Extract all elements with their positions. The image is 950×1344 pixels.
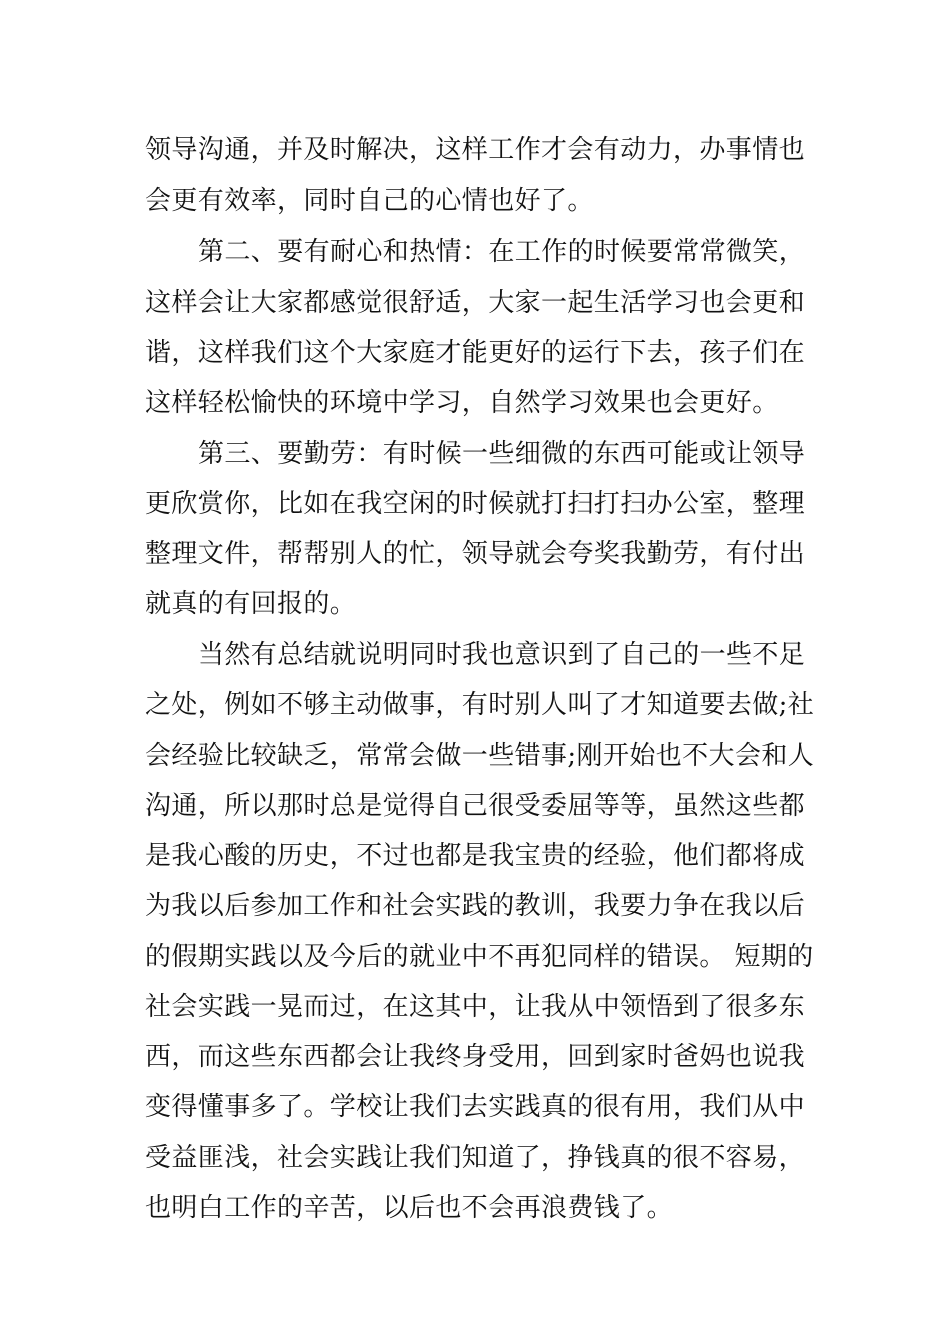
text-line: 谐，这样我们这个大家庭才能更好的运行下去，孩子们在	[145, 338, 806, 368]
text-line: 是我心酸的历史，不过也都是我宝贵的经验，他们都将成	[145, 841, 806, 871]
text-line: 就真的有回报的。	[145, 589, 357, 619]
paragraph-first-line: 第二、要有耐心和热情：在工作的时候要常常微笑，	[198, 237, 806, 267]
text-line: 更欣赏你，比如在我空闲的时候就打扫打扫办公室，整理	[145, 489, 806, 519]
text-line: 会更有效率，同时自己的心情也好了。	[145, 186, 594, 216]
text-line: 西，而这些东西都会让我终身受用，回到家时爸妈也说我	[145, 1042, 806, 1072]
text-line: 变得懂事多了。学校让我们去实践真的很有用，我们从中	[145, 1092, 806, 1122]
text-line: 整理文件，帮帮别人的忙，领导就会夸奖我勤劳，有付出	[145, 539, 806, 569]
text-line: 这样轻松愉快的环境中学习，自然学习效果也会更好。	[145, 388, 779, 418]
text-line: 受益匪浅，社会实践让我们知道了，挣钱真的很不容易，	[145, 1143, 806, 1173]
text-line: 这样会让大家都感觉很舒适，大家一起生活学习也会更和	[145, 288, 806, 318]
text-line: 社会实践一晃而过，在这其中，让我从中领悟到了很多东	[145, 992, 806, 1022]
paragraph-first-line: 当然有总结就说明同时我也意识到了自己的一些不足	[198, 640, 806, 670]
text-line: 的假期实践以及今后的就业中不再犯同样的错误。 短期的	[145, 942, 814, 972]
text-line: 为我以后参加工作和社会实践的教训，我要力争在我以后	[145, 891, 806, 921]
text-line: 也明白工作的辛苦，以后也不会再浪费钱了。	[145, 1193, 674, 1223]
text-line: 领导沟通，并及时解决，这样工作才会有动力，办事情也	[145, 135, 806, 165]
paragraph-first-line: 第三、要勤劳：有时候一些细微的东西可能或让领导	[198, 439, 806, 469]
text-line: 会经验比较缺乏，常常会做一些错事;刚开始也不大会和人	[145, 741, 815, 771]
text-line: 沟通，所以那时总是觉得自己很受委屈等等，虽然这些都	[145, 791, 806, 821]
text-line: 之处，例如不够主动做事，有时别人叫了才知道要去做;社	[145, 690, 815, 720]
